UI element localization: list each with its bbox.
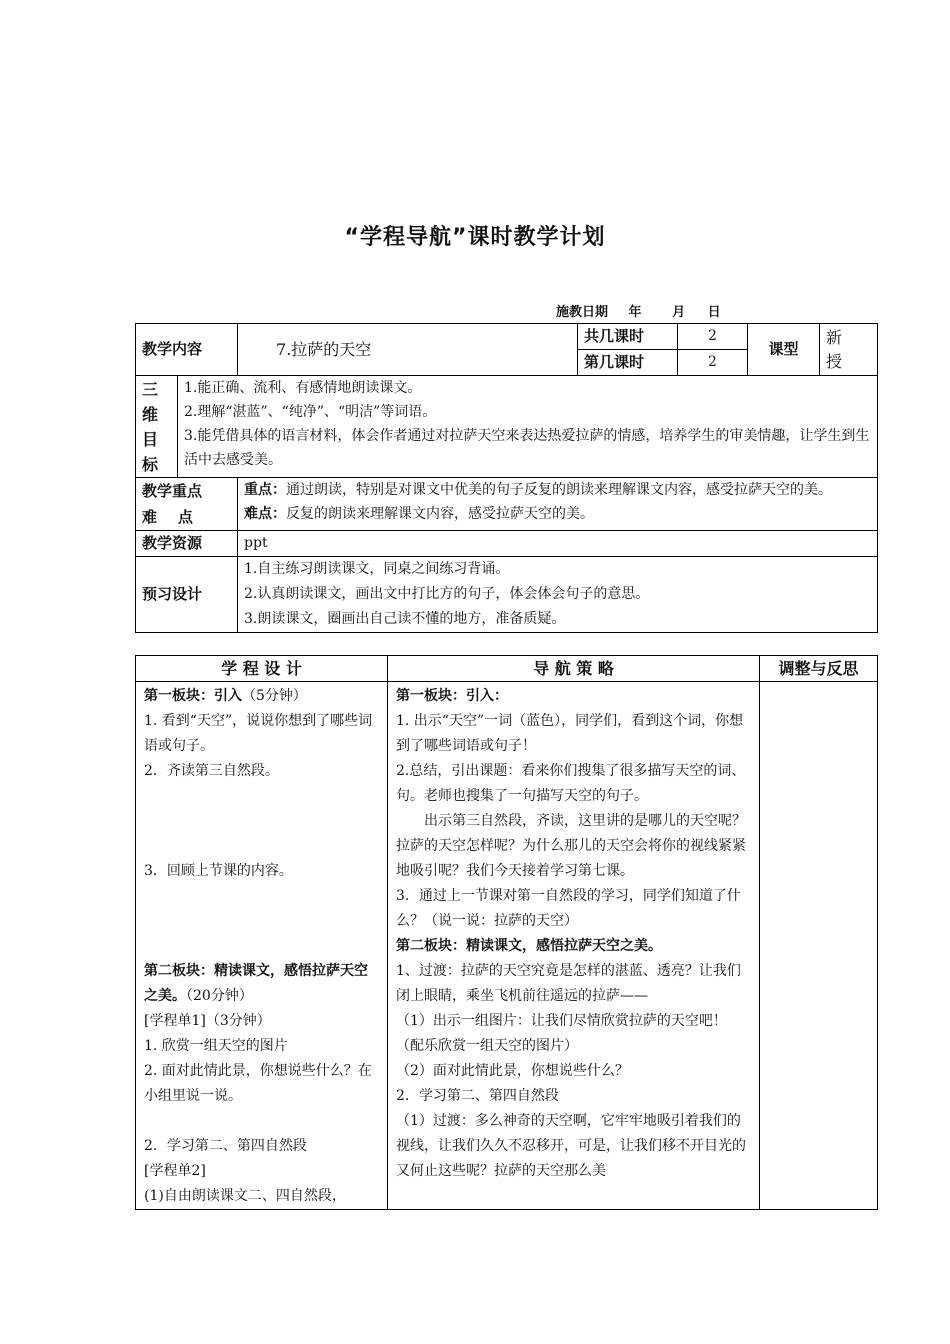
strategy-item: （1）过渡：多么神奇的天空啊，它牢牢地吸引着我们的视线，让我们久久不忍移开，可是，让我们移不开目光的又何止这些呢？拉萨的天空那么美 bbox=[396, 1113, 746, 1179]
lesson-type-char-2: 授 bbox=[826, 351, 843, 371]
design-item: (1)自由朗读课文二、四自然段， bbox=[144, 1188, 346, 1204]
current-period-label: 第几课时 bbox=[578, 350, 678, 376]
design-block2-heading: 第二板块：精读课文，感悟拉萨天空之美。（20分钟） bbox=[144, 963, 368, 1004]
strategy-block1-heading: 第一板块：引入： bbox=[396, 688, 508, 704]
design-item: [学程单2] bbox=[144, 1163, 206, 1179]
preview-item: 1.自主练习朗读课文，同桌之间练习背诵。 bbox=[244, 561, 510, 577]
strategy-column-header: 导 航 策 略 bbox=[388, 656, 760, 682]
goals-label: 三 维 目 标 bbox=[136, 376, 178, 478]
design-item: 2．学习第二、第四自然段 bbox=[144, 1138, 307, 1154]
preview-label: 预习设计 bbox=[136, 557, 238, 633]
current-period-value: 2 bbox=[678, 350, 748, 376]
lesson-title: 7.拉萨的天空 bbox=[238, 324, 578, 376]
resources-value: ppt bbox=[238, 531, 878, 557]
key-points-label: 教学重点 难 点 bbox=[136, 478, 238, 531]
goal-item: 1.能正确、流利、有感情地朗读课文。 bbox=[184, 380, 422, 396]
reflection-column bbox=[760, 682, 878, 1210]
date-year: 年 bbox=[628, 305, 642, 320]
lesson-type-value bbox=[820, 324, 878, 376]
preview-list bbox=[238, 557, 878, 633]
design-column bbox=[136, 682, 388, 1210]
focus-point bbox=[244, 478, 871, 502]
strategy-column bbox=[388, 682, 760, 1210]
total-periods-value: 2 bbox=[678, 324, 748, 350]
lesson-type-char-1: 新 bbox=[826, 327, 843, 347]
design-block1-heading: 第一板块：引入（5分钟） bbox=[144, 688, 307, 704]
plan-info-table bbox=[135, 323, 878, 633]
date-month: 月 bbox=[672, 305, 686, 320]
date-line bbox=[556, 301, 721, 320]
goal-item: 3.能凭借具体的语言材料，体会作者通过对拉萨天空来表达热爱拉萨的情感，培养学生的审美情趣，让学生到生活中去感受美。 bbox=[184, 428, 870, 468]
goals-list bbox=[178, 376, 878, 478]
strategy-item: 2．学习第二、第四自然段 bbox=[396, 1088, 559, 1104]
design-item: 3．回顾上节课的内容。 bbox=[144, 863, 293, 879]
strategy-item: （2）面对此情此景，你想说些什么？ bbox=[396, 1063, 629, 1079]
strategy-item: （1）出示一组图片：让我们尽情欣赏拉萨的天空吧！（配乐欣赏一组天空的图片） bbox=[396, 1013, 727, 1054]
key-points-content bbox=[238, 478, 878, 531]
design-item: 1. 欣赏一组天空的图片 bbox=[144, 1038, 288, 1054]
strategy-item: 2.总结，引出课题：看来你们搜集了很多描写天空的词、句。老师也搜集了一句描写天空的句子。 bbox=[396, 763, 746, 804]
preview-item: 3.朗读课文，圈画出自己读不懂的地方，准备质疑。 bbox=[244, 611, 566, 627]
design-item: 1. 看到“天空”，说说你想到了哪些词语或句子。 bbox=[144, 713, 373, 754]
goal-item: 2.理解“湛蓝”、“纯净”、“明洁”等词语。 bbox=[184, 404, 437, 420]
strategy-item: 出示第三自然段，齐读，这里讲的是哪儿的天空呢？拉萨的天空怎样呢？为什么那儿的天空会将你的视线紧紧地吸引呢？我们今天接着学习第七课。 bbox=[396, 813, 746, 879]
design-item: 2. 面对此情此景，你想说些什么？在小组里说一说。 bbox=[144, 1063, 372, 1104]
total-periods-label: 共几课时 bbox=[578, 324, 678, 350]
page-title: “学程导航”课时教学计划 bbox=[344, 225, 606, 250]
strategy-item: 3．通过上一节课对第一自然段的学习，同学们知道了什么？（说一说：拉萨的天空） bbox=[396, 888, 741, 929]
resources-label: 教学资源 bbox=[136, 531, 238, 557]
strategy-block2-heading: 第二板块：精读课文，感悟拉萨天空之美。 bbox=[396, 938, 662, 954]
lesson-flow-table bbox=[135, 655, 878, 1210]
difficulty-point bbox=[244, 502, 871, 526]
difficulty-label: 难点： bbox=[244, 506, 287, 522]
design-item: 2．齐读第三自然段。 bbox=[144, 763, 279, 779]
focus-label: 重点： bbox=[244, 482, 287, 498]
content-label: 教学内容 bbox=[136, 324, 238, 376]
strategy-item: 1. 出示“天空”一词（蓝色），同学们，看到这个词，你想到了哪些词语或句子！ bbox=[396, 713, 744, 754]
focus-text: 通过朗读，特别是对课文中优美的句子反复的朗读来理解课文内容，感受拉萨天空的美。 bbox=[286, 482, 833, 498]
date-label: 施教日期 bbox=[556, 305, 609, 320]
design-column-header: 学 程 设 计 bbox=[136, 656, 388, 682]
lesson-type-label: 课型 bbox=[748, 324, 820, 376]
strategy-item: 1、过渡：拉萨的天空究竟是怎样的湛蓝、透亮？让我们闭上眼睛，乘坐飞机前往遥远的拉萨—— bbox=[396, 963, 741, 1004]
reflection-column-header: 调整与反思 bbox=[760, 656, 878, 682]
design-item: [学程单1]（3分钟） bbox=[144, 1013, 271, 1029]
preview-item: 2.认真朗读课文，画出文中打比方的句子，体会体会句子的意思。 bbox=[244, 586, 650, 602]
difficulty-text: 反复的朗读来理解课文内容，感受拉萨天空的美。 bbox=[286, 506, 595, 522]
date-day: 日 bbox=[707, 305, 721, 320]
